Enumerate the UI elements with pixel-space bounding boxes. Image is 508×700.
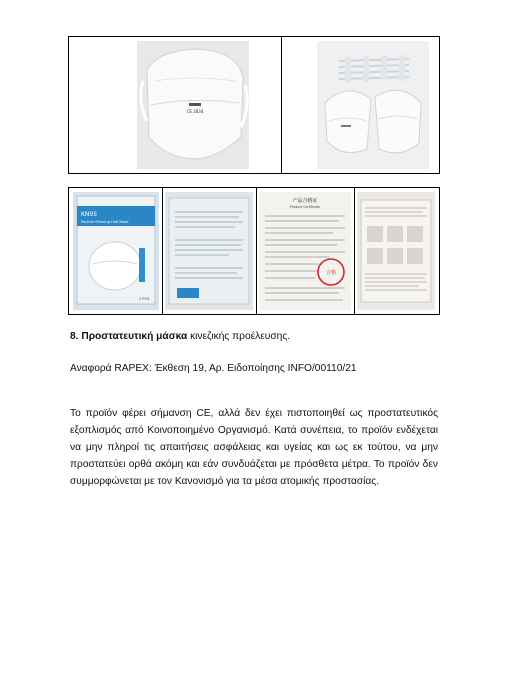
- section-heading: [70, 331, 290, 342]
- package-back-photo: [165, 192, 253, 310]
- body-paragraph: Το προϊόν φέρει σήμανση CE, αλλά δεν έχει πιστοποιηθεί ως προστατευτικός εξοπλισμός από Κοινοποιημένο Οργανισμό. Κατά συνέπεια, το προϊόν ενδέχεται να μην πληροί τις απαιτήσεις ασφάλειας και υγείας και ως εκ τούτου, να μην προστατεύει ορθά ακόμη και εάν συνδυάζεται με πρόσθετα μέτρα. Το προϊόν δεν συμμορφώνεται με τον Κανονισμό για τα μέσα ατομικής προστασίας.: [70, 408, 438, 487]
- package-front-photo: [73, 192, 159, 310]
- rapex-reference: Αναφορά RAPEX: Έκθεση 19, Αρ. Ειδοποίησης INFO/00110/21: [70, 363, 357, 374]
- instructions-illustration: [357, 192, 435, 310]
- section-number: 8.: [70, 331, 79, 342]
- photo-divider: [354, 188, 355, 314]
- package-title: KN95: [81, 211, 98, 218]
- certificate-stamp-text: 合格: [325, 270, 337, 276]
- package-subtitle: Particle Filtering Half Mask: [81, 220, 129, 224]
- photo-divider: [281, 37, 282, 173]
- mask-pair-photo: [317, 41, 429, 169]
- photo-divider: [162, 188, 163, 314]
- certificate-illustration: [259, 192, 351, 310]
- mask-print-text: CE 2834: [186, 109, 204, 114]
- package-back-illustration: [165, 192, 253, 310]
- certificate-title: 产品合格证: [292, 198, 318, 204]
- section-title-rest: κινεζικής προέλευσης.: [190, 331, 291, 342]
- mask-illustration: [137, 41, 249, 169]
- mask-front-photo: [137, 41, 249, 169]
- mask-pair-illustration: [317, 41, 429, 169]
- section-title-bold: Προστατευτική μάσκα: [81, 331, 188, 342]
- package-corner-text: 2 PCS: [139, 297, 150, 301]
- photo-divider: [256, 188, 257, 314]
- instructions-photo: [357, 192, 435, 310]
- package-front-illustration: [73, 192, 159, 310]
- top-photo-frame: [68, 36, 440, 174]
- certificate-subtitle: Product Certificate: [290, 205, 320, 209]
- bottom-photo-frame: [68, 187, 440, 315]
- certificate-photo: [259, 192, 351, 310]
